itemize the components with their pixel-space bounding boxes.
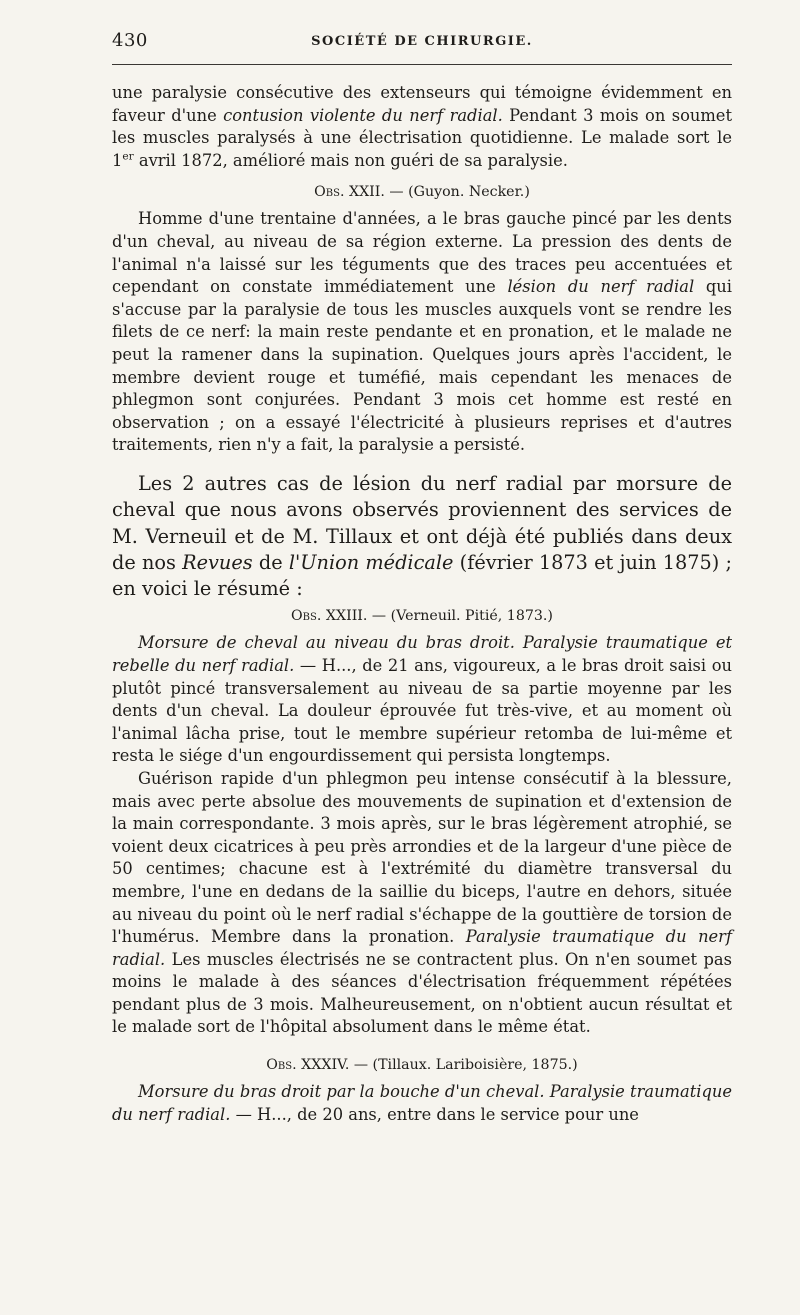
page-body xyxy=(112,82,732,1126)
paragraph-obs-xxii: Homme d'une trentaine d'années, a le bras gauche pincé par les dents d'un cheval, au niveau de sa région externe. La pression des dents de l'animal n'a laissé sur les téguments que des traces peu accentuées et cependant on constate immédiatement une lésion du nerf radial qui s'accuse par la paralysie de tous les muscles auxquels vont se rendre les filets de ce nerf: la main reste pendante et en pronation, et le malade ne peut la ramener dans la supination. Quelques jours après l'accident, le membre devient rouge et tuméfié, mais cependant les menaces de phlegmon sont conjurées. Pendant 3 mois cet homme est resté en observation ; on a essayé l'électricité à plusieurs reprises et d'autres traitements, rien n'y a fait, la paralysie a persisté. xyxy=(112,209,733,455)
header-rule xyxy=(112,64,732,65)
paragraph-obs-xxiii-continued: Guérison rapide d'un phlegmon peu intense consécutif à la blessure, mais avec perte absolue des mouvements de supination et d'extension de la main correspondante. 3 mois après, sur le bras légèrement atrophié, se voient deux cicatrices à peu près arrondies et de la largeur d'une pièce de 50 centimes; chacune est à l'extrémité du diamètre transversal du membre, l'une en dedans de la saillie du biceps, l'autre en dehors, située au niveau du point où le nerf radial s'échappe de la gouttière de torsion de l'humérus. Membre dans la pronation. Paralysie traumatique du nerf radial. Les muscles électrisés ne se contractent plus. On n'en soumet pas moins le malade à des séances d'électrisation fréquemment répétées pendant plus de 3 mois. Malheureusement, on n'obtient aucun résultat et le malade sort de l'hôpital absolument dans le même état. xyxy=(112,768,732,1037)
paragraph-main-text: Les 2 autres cas de lésion du nerf radial par morsure de cheval que nous avons observés proviennent des services de M. Verneuil et de M. Tillaux et ont déjà été publiés dans deux de nos Revues de l'Union médicale (février 1873 et juin 1875) ; en voici le résumé : xyxy=(112,471,733,601)
paragraph-obs-xxiii: Morsure de cheval au niveau du bras droit. Paralysie traumatique et rebelle du nerf radial. — H..., de 21 ans, vigoureux, a le bras droit saisi ou plutôt pincé transversalement au niveau de sa partie moyenne par les dents d'un cheval. La douleur éprouvée fut très-vive, et au moment où l'animal lâcha prise, tout le membre supérieur retomba de lui-même et resta le siége d'un engourdissement qui persista longtemps. xyxy=(112,633,732,766)
running-head: SOCIÉTÉ DE CHIRURGIE. xyxy=(311,34,533,49)
observation-heading-xxxiv: Obs. XXXIV. — (Tillaux. Lariboisière, 1875.) xyxy=(266,1057,578,1074)
paragraph-continued: une paralysie consécutive des extenseurs qui témoigne évidemment en faveur d'une contusion violente du nerf radial. Pendant 3 mois on soumet les muscles paralysés à une électrisation quotidienne. Le malade sort le 1er avril 1872, amélioré mais non guéri de sa paralysie. xyxy=(112,83,732,170)
paragraph-obs-xxxiv: Morsure du bras droit par la bouche d'un cheval. Paralysie traumatique du nerf radial. — H..., de 20 ans, entre dans le service pour une xyxy=(112,1082,732,1124)
page-header xyxy=(112,30,732,58)
observation-heading-xxiii: Obs. XXIII. — (Verneuil. Pitié, 1873.) xyxy=(291,608,553,625)
page-number: 430 xyxy=(112,30,148,51)
observation-heading-xxii: Obs. XXII. — (Guyon. Necker.) xyxy=(314,184,530,201)
